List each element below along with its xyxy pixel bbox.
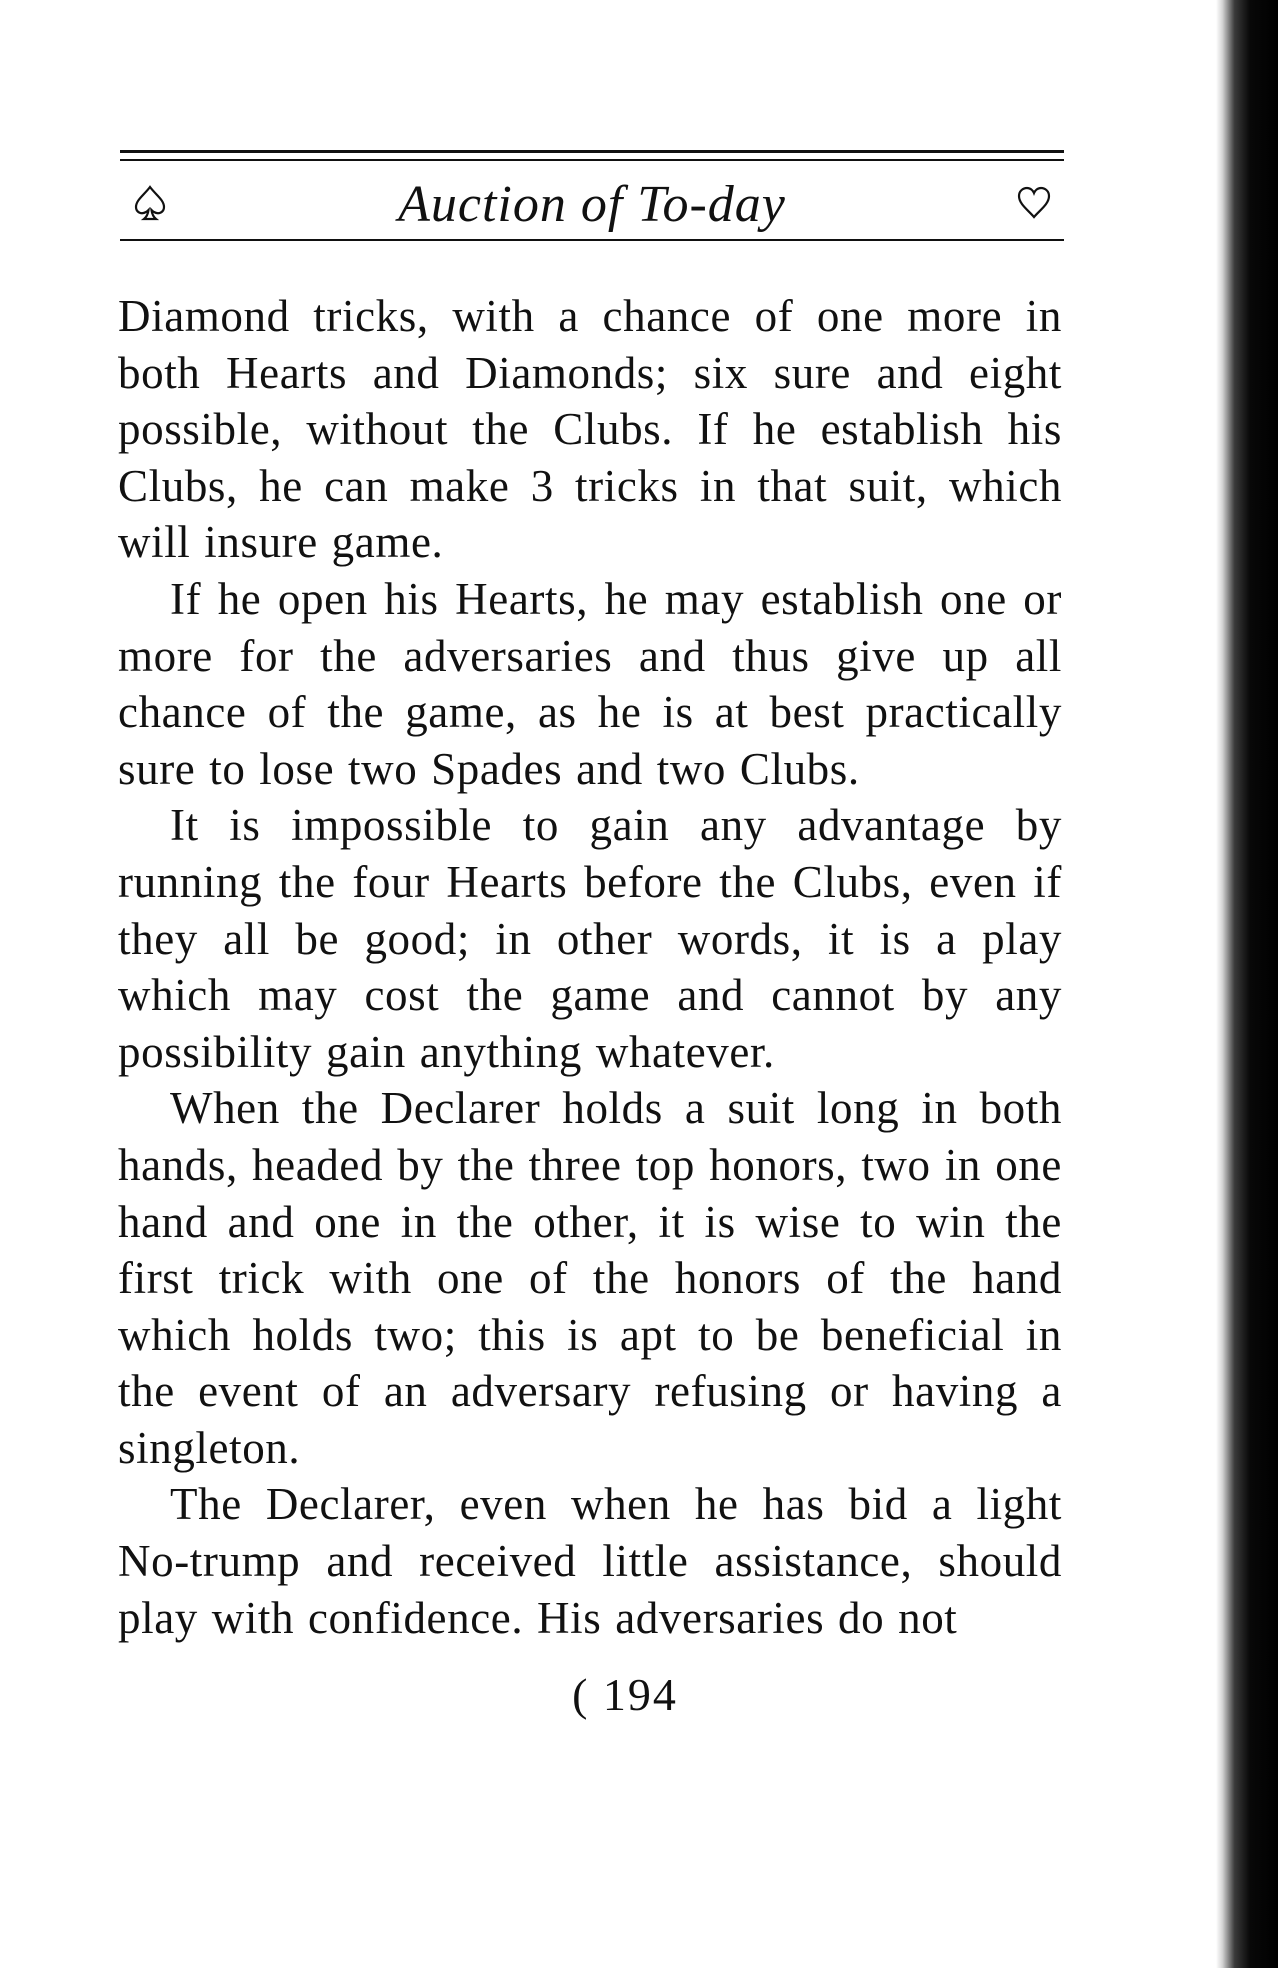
paragraph: If he open his Hearts, he may establish one or more for the adversaries and thus give up all chance of the game, as he is at best practically sure to lose two Spades and two Clubs. [118,573,1062,794]
heart-outline-icon [1014,183,1054,223]
running-header [120,150,1064,241]
header-row [120,165,1064,237]
page-number-text: ( 194 [572,1669,678,1720]
body-text [118,288,1062,1646]
page-number [0,1668,1220,1721]
paragraph: It is impossible to gain any advantage by running the four Hearts before the Clubs, even if they all be good; in other words, it is a play which may cost the game and cannot by any possibility gain anything whatever. [118,800,1062,1077]
paragraph: When the Declarer holds a suit long in both hands, headed by the three top honors, two in one hand and one in the other, it is wise to win the first trick with one of the honors of the hand which holds two; this is apt to be beneficial in the event of an adversary refusing or having a singleton. [118,1083,1062,1473]
paragraph: The Declarer, even when he has bid a light No-trump and received little assistance, should play with confidence. His adversaries do not [118,1479,1062,1643]
header-bottom-rule [120,239,1064,241]
page-title: Auction of To-day [398,176,786,233]
binding-edge [1216,0,1278,1968]
paragraph: Diamond tricks, with a chance of one more in both Hearts and Diamonds; six sure and eight possible, without the Clubs. If he establish his Clubs, he can make 3 tricks in that suit, which will insure game. [118,291,1062,568]
header-top-rule [120,150,1064,161]
